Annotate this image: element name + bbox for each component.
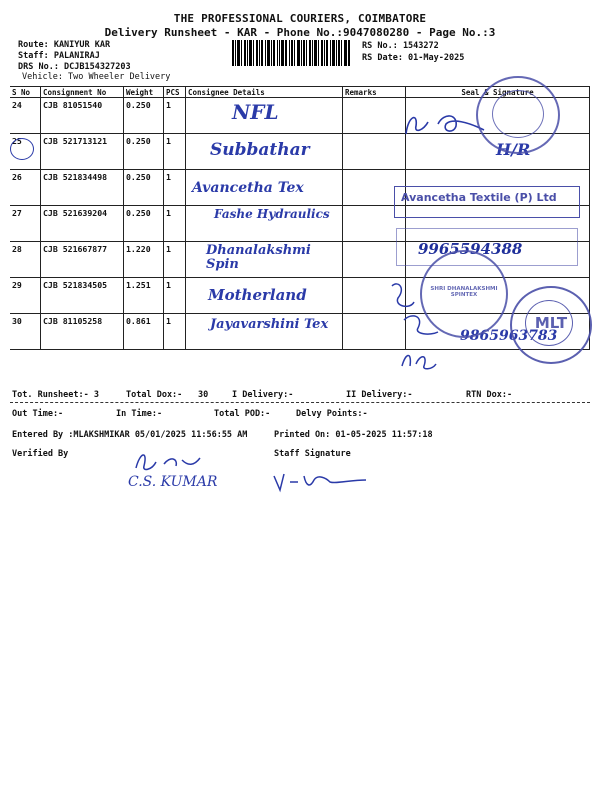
cell-consignee xyxy=(186,134,343,170)
cell-consignment: CJB 521834505 xyxy=(41,278,124,314)
in-time: In Time:- xyxy=(116,409,163,419)
cell-pcs: 1 xyxy=(164,134,186,170)
staff-label: Staff: PALANIRAJ xyxy=(18,51,100,61)
cell-consignee xyxy=(186,278,343,314)
dhanalakshmi-stamp-text: SHRI DHANALAKSHMI SPINTEX xyxy=(430,286,498,298)
rtn-dox: RTN Dox:- xyxy=(466,390,513,400)
cell-pcs: 1 xyxy=(164,206,186,242)
mlt-stamp xyxy=(510,286,592,364)
sno-text: 25 xyxy=(12,136,22,146)
company-stamp-text: Avancetha Textile (P) Ltd xyxy=(401,191,557,204)
consignee-handwriting: Motherland xyxy=(208,286,307,304)
consignee-handwriting: Subbathar xyxy=(210,140,310,160)
cell-consignee xyxy=(186,314,343,350)
signature-row24 xyxy=(398,104,488,144)
cell-sno: 29 xyxy=(10,278,41,314)
col-pcs: PCS xyxy=(164,87,186,98)
phone-row27: 9965594388 xyxy=(418,240,523,258)
cell-sno: 27 xyxy=(10,206,41,242)
entered-by: Entered By :MLAKSHMIKAR 05/01/2025 11:56:55 AM xyxy=(12,430,248,440)
cell-consignment: CJB 521639204 xyxy=(41,206,124,242)
cell-pcs: 1 xyxy=(164,278,186,314)
serial-circle-mark xyxy=(10,138,34,160)
col-seal: Seal & Signature xyxy=(406,87,590,98)
cell-sno: 28 xyxy=(10,242,41,278)
rs-number: RS No.: 1543272 xyxy=(362,41,439,51)
totals-divider xyxy=(10,402,590,403)
cell-consignment: CJB 81105258 xyxy=(41,314,124,350)
cell-consignment: CJB 521834498 xyxy=(41,170,124,206)
total-pod: Total POD:- xyxy=(214,409,271,419)
out-time: Out Time:- xyxy=(12,409,64,419)
total-dox-label: Total Dox:- xyxy=(126,390,183,400)
staff-signature-label: Staff Signature xyxy=(274,449,351,459)
consignee-handwriting: Dhanalakshmi Spin xyxy=(206,243,311,272)
verified-signer-name: C.S. KUMAR xyxy=(128,474,218,490)
rs-date: RS Date: 01-May-2025 xyxy=(362,53,465,63)
company-name: THE PROFESSIONAL COURIERS, COIMBATORE xyxy=(173,12,427,25)
cell-weight: 1.220 xyxy=(124,242,164,278)
cell-pcs: 1 xyxy=(164,170,186,206)
cell-consignee xyxy=(186,98,343,134)
cell-sno: 24 xyxy=(10,98,41,134)
cell-consignment: CJB 521667877 xyxy=(41,242,124,278)
staff-signature xyxy=(270,468,370,494)
drs-number: DRS No.: DCJB154327203 xyxy=(18,62,131,72)
ii-delivery: II Delivery:- xyxy=(346,390,413,400)
cell-weight: 0.250 xyxy=(124,134,164,170)
cell-sno: 30 xyxy=(10,314,41,350)
cell-remarks xyxy=(343,98,406,134)
printed-on: Printed On: 01-05-2025 11:57:18 xyxy=(274,430,433,440)
total-dox-value: 30 xyxy=(198,390,209,400)
consignee-handwriting: Jayavarshini Tex xyxy=(210,317,329,332)
verified-signature xyxy=(130,448,220,474)
mlt-stamp-text: MLT xyxy=(534,314,568,332)
col-consignment: Consignment No xyxy=(41,87,124,98)
round-stamp-inner xyxy=(492,90,544,138)
runsheet-title: Delivery Runsheet - KAR - Phone No.:9047080280 - Page No.:3 xyxy=(104,26,496,39)
cell-weight: 0.250 xyxy=(124,98,164,134)
verified-by-label: Verified By xyxy=(12,449,69,459)
vehicle-label: Vehicle: Two Wheeler Delivery xyxy=(22,72,171,82)
cell-weight: 0.250 xyxy=(124,170,164,206)
cell-pcs: 1 xyxy=(164,314,186,350)
cell-consignee xyxy=(186,170,343,206)
cell-consignee xyxy=(186,242,343,278)
cell-consignment: CJB 81051540 xyxy=(41,98,124,134)
cell-consignee xyxy=(186,206,343,242)
cell-consignment: CJB 521713121 xyxy=(41,134,124,170)
cell-pcs: 1 xyxy=(164,98,186,134)
received-mark: H/R xyxy=(496,140,531,159)
col-remarks: Remarks xyxy=(343,87,406,98)
col-consignee: Consignee Details xyxy=(186,87,343,98)
cell-weight: 0.861 xyxy=(124,314,164,350)
consignee-handwriting: Avancetha Tex xyxy=(192,180,304,196)
signature-row30 xyxy=(398,346,438,374)
signature-row28 xyxy=(384,276,444,346)
i-delivery: I Delivery:- xyxy=(232,390,294,400)
route-label: Route: KANIYUR KAR xyxy=(18,40,111,50)
barcode xyxy=(232,40,350,66)
col-sno: S No xyxy=(10,87,41,98)
phone-handwriting: 9865963783 xyxy=(460,328,558,344)
col-weight: Weight xyxy=(124,87,164,98)
delvy-points: Delvy Points:- xyxy=(296,409,368,419)
company-stamp-row26 xyxy=(394,186,580,218)
cell-weight: 1.251 xyxy=(124,278,164,314)
consignee-handwriting: Fashe Hydraulics xyxy=(214,207,330,221)
cell-weight: 0.250 xyxy=(124,206,164,242)
cell-pcs: 1 xyxy=(164,242,186,278)
cell-remarks xyxy=(343,134,406,170)
table-row xyxy=(10,314,590,350)
consignee-handwriting: NFL xyxy=(232,100,279,124)
cell-sno: 26 xyxy=(10,170,41,206)
total-runsheet: Tot. Runsheet:- 3 xyxy=(12,390,99,400)
